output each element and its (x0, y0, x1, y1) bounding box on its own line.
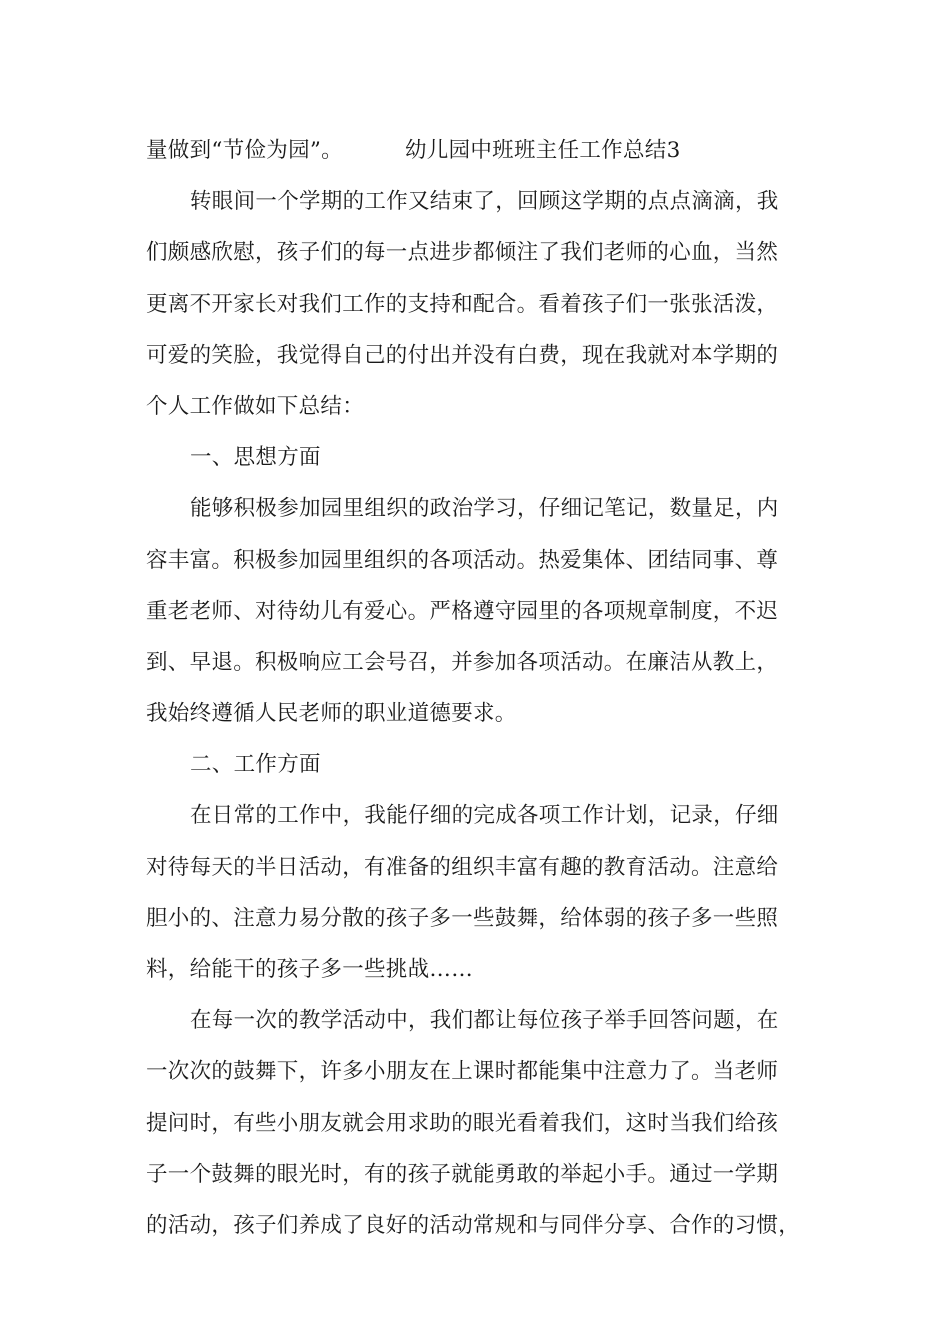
text-line: 的活动，孩子们养成了良好的活动常规和与同伴分享、合作的习惯， (146, 1212, 801, 1238)
section-title: 幼儿园中班班主任工作总结3 (404, 138, 681, 163)
text-line: 更离不开家长对我们工作的支持和配合。看着孩子们一张张活泼， (146, 291, 779, 317)
text-line: 我始终遵循人民老师的职业道德要求。 (146, 701, 517, 727)
document-body (146, 133, 826, 1259)
text-line: 转眼间一个学期的工作又结束了，回顾这学期的点点滴滴，我 (190, 189, 779, 215)
section-heading: 一、思想方面 (190, 445, 321, 471)
text-line: 到、早退。积极响应工会号召，并参加各项活动。在廉洁从教上， (146, 649, 779, 675)
section-heading: 二、工作方面 (190, 752, 321, 778)
text-line: 可爱的笑脸，我觉得自己的付出并没有白费，现在我就对本学期的 (146, 342, 779, 368)
text-line: 在日常的工作中，我能仔细的完成各项工作计划，记录，仔细 (190, 803, 779, 829)
text-line: 一次次的鼓舞下，许多小朋友在上课时都能集中注意力了。当老师 (146, 1059, 779, 1085)
text-line: 个人工作做如下总结： (146, 393, 365, 419)
text-line: 在每一次的教学活动中，我们都让每位孩子举手回答问题，在 (190, 1008, 779, 1034)
text-line: 子一个鼓舞的眼光时，有的孩子就能勇敢的举起小手。通过一学期 (146, 1161, 779, 1187)
text-line: 料，给能干的孩子多一些挑战…… (146, 957, 474, 982)
text-line: 们颇感欣慰，孩子们的每一点进步都倾注了我们老师的心血，当然 (146, 240, 779, 266)
text-line: 能够积极参加园里组织的政治学习，仔细记笔记，数量足，内 (190, 496, 779, 522)
text-line: 对待每天的半日活动，有准备的组织丰富有趣的教育活动。注意给 (146, 854, 779, 880)
text-line: 重老老师、对待幼儿有爱心。严格遵守园里的各项规章制度，不迟 (146, 598, 779, 624)
text-line: 胆小的、注意力易分散的孩子多一些鼓舞，给体弱的孩子多一些照 (146, 905, 779, 931)
text-line-continuation: 量做到“节俭为园”。 (146, 138, 343, 163)
text-line: 提问时，有些小朋友就会用求助的眼光看着我们，这时当我们给孩 (146, 1110, 779, 1136)
text-line: 容丰富。积极参加园里组织的各项活动。热爱集体、团结同事、尊 (146, 547, 779, 573)
text-line (146, 133, 826, 184)
